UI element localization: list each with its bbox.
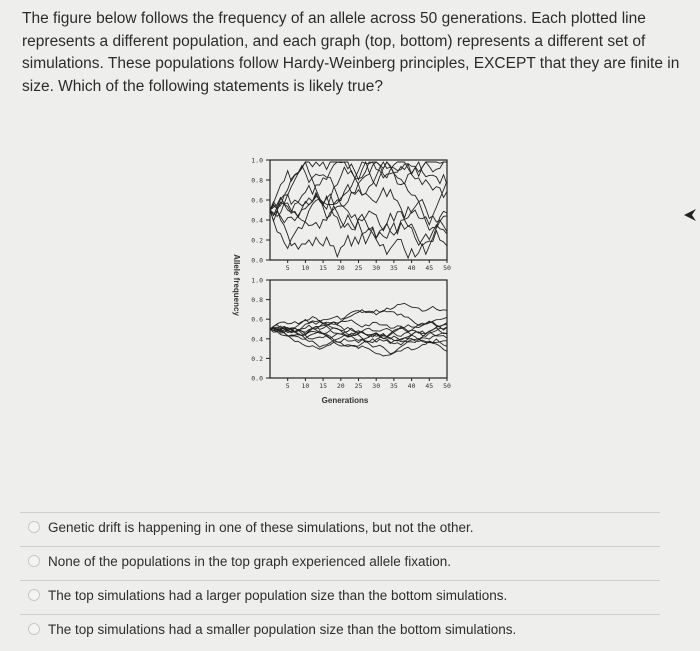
x-tick-label: 20 [336,382,345,390]
option-no-fixation[interactable] [0,546,660,576]
plot-frame [270,160,447,260]
y-tick-label: 1.0 [251,156,263,165]
option-top-larger[interactable] [0,580,660,610]
x-tick-label: 20 [336,264,345,272]
y-tick-label: 0.0 [251,374,263,383]
radio-button[interactable] [28,623,40,635]
radio-button[interactable] [28,555,40,567]
option-label: The top simulations had a smaller population size than the bottom simulations. [48,621,517,637]
allele-frequency-figure [215,150,475,420]
x-tick-label: 30 [372,382,381,390]
bottom-graph [251,277,451,391]
y-tick-label: 0.8 [251,176,263,185]
option-genetic-drift[interactable] [0,512,660,542]
y-tick-label: 0.0 [251,256,263,265]
x-tick-label: 10 [301,382,310,390]
x-tick-label: 40 [407,264,416,272]
radio-button[interactable] [28,521,40,533]
x-tick-label: 10 [301,264,310,272]
x-tick-label: 45 [425,382,434,390]
x-axis-label: Generations [321,396,369,405]
x-tick-label: 5 [285,382,290,390]
x-tick-label: 45 [425,264,434,272]
x-tick-label: 35 [389,382,398,390]
y-tick-label: 0.2 [251,354,263,363]
x-tick-label: 5 [285,264,290,272]
y-tick-label: 0.2 [251,236,263,245]
top-graph [251,157,451,273]
radio-button[interactable] [28,589,40,601]
figure-svg [215,150,475,420]
x-tick-label: 30 [372,264,381,272]
option-top-smaller[interactable] [0,614,660,644]
x-tick-label: 15 [319,382,328,390]
y-tick-label: 0.6 [251,315,263,324]
x-tick-label: 15 [319,264,328,272]
x-tick-label: 50 [443,382,451,390]
x-tick-label: 25 [354,264,363,272]
option-label: Genetic drift is happening in one of these simulations, but not the other. [48,519,474,535]
y-axis-label: Allele frequency [232,254,241,316]
y-tick-label: 0.4 [251,335,263,344]
y-tick-label: 0.6 [251,196,263,205]
simulation-line [270,204,447,258]
option-label: None of the populations in the top graph experienced allele fixation. [48,553,452,569]
option-label: The top simulations had a larger population size than the bottom simulations. [48,587,508,603]
mouse-cursor-icon [683,208,697,222]
x-tick-label: 40 [407,382,416,390]
simulation-line [270,162,447,246]
y-tick-label: 0.4 [251,216,263,225]
simulation-line [270,181,447,228]
x-tick-label: 25 [354,382,363,390]
x-tick-label: 50 [443,264,451,272]
x-tick-label: 35 [389,264,398,272]
y-tick-label: 0.8 [251,296,263,305]
question-text: The figure below follows the frequency of an allele across 50 generations. Each plotted line represents a different population, and each graph (top, bottom) represents a different set of simulations. These populations follow Hardy-Weinberg principles, EXCEPT that they are finite in size. Which of the following statements is likely true? [22,10,680,95]
y-tick-label: 1.0 [251,276,263,285]
